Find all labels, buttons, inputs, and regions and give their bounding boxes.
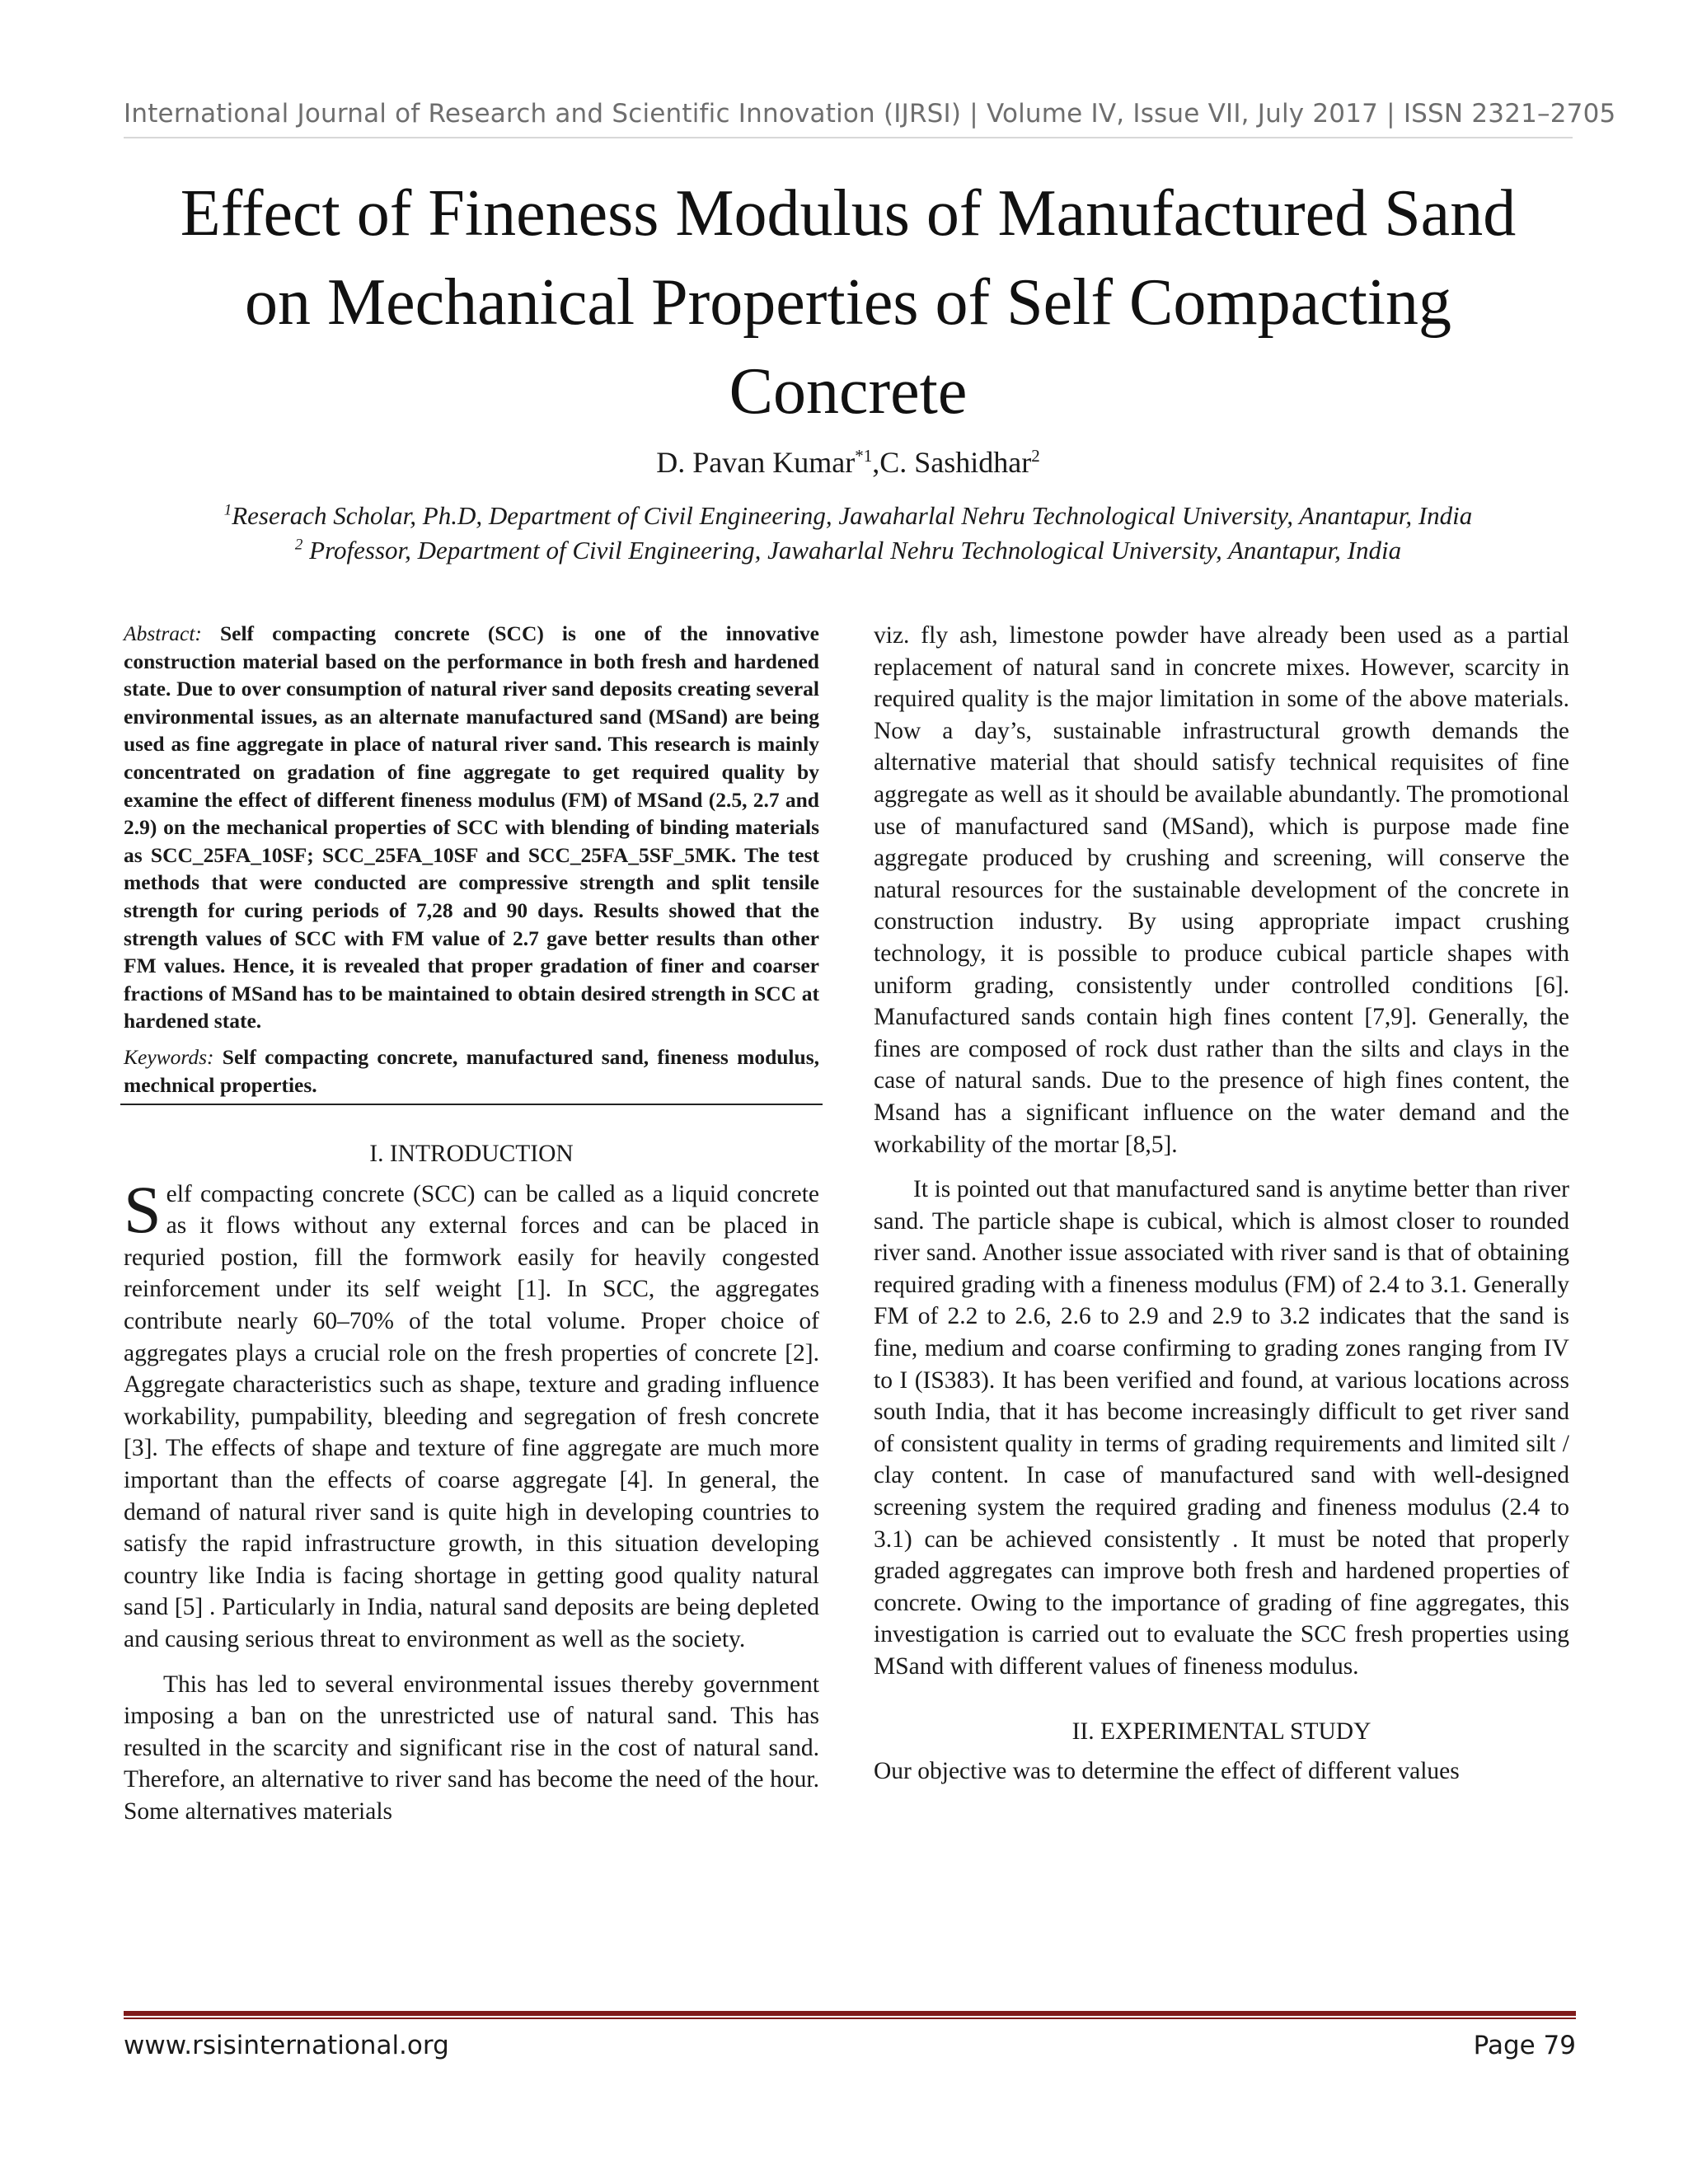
header-divider xyxy=(124,137,1573,138)
author-affil-mark: *1 xyxy=(855,446,873,466)
title-line: Effect of Fineness Modulus of Manufactured Sand xyxy=(180,177,1517,250)
paragraph-text: elf compacting concrete (SCC) can be called as a liquid concrete as it flows without any external forces and can be placed in requried postion, fill the formwork easily for heavily congested reinforcement under its self weight [1]. In SCC, the aggregates contribute nearly 60–70% of the total volume. Proper choice of aggregates plays a crucial role on the fresh properties of concrete [2]. Aggregate characteristics such as shape, texture and grading influence workability, pumpability, bleeding and segregation of fresh concrete [3]. The effects of shape and texture of fine aggregate are much more important than the effects of coarse aggregate [4]. In general, the demand of natural river sand is quite high in developing countries to satisfy the rapid infrastructure growth, in this situation developing country like India is facing shortage in getting good quality natural sand [5] . Particularly in India, natural sand deposits are being depleted and causing serious threat to environment as well as the society. xyxy=(124,1180,819,1652)
paper-title xyxy=(124,169,1573,436)
footer-divider xyxy=(124,2011,1576,2016)
author-affil-mark: 2 xyxy=(1031,446,1040,466)
page-number: Page 79 xyxy=(1473,2031,1576,2060)
keywords-text: Self compacting concrete, manufactured sand, fineness modulus, mechnical properties. xyxy=(124,1044,819,1097)
title-line: on Mechanical Properties of Self Compacting xyxy=(244,266,1452,339)
intro-paragraph: This has led to several environmental issues thereby government imposing a ban on the unrestricted use of natural sand. This has resulted in the scarcity and significant rise in the cost of natural sand. Therefore, an alternative to river sand has become the need of the hour. Some alternatives materials xyxy=(124,1671,819,1825)
right-column xyxy=(874,620,1569,1788)
intro-paragraph xyxy=(124,1171,819,1656)
footer-divider-thin xyxy=(124,2018,1576,2019)
section-divider xyxy=(120,1104,823,1105)
affiliation xyxy=(124,501,1573,531)
section-heading: I. INTRODUCTION xyxy=(369,1141,574,1168)
body-paragraph: Our objective was to determine the effect of different values xyxy=(874,1758,1460,1785)
affil-text: Professor, Department of Civil Engineering, Jawaharlal Nehru Technological University, Anantapur, India xyxy=(302,536,1402,565)
footer-website: www.rsisinternational.org xyxy=(124,2031,449,2060)
author-list xyxy=(124,445,1573,480)
body-paragraph: viz. fly ash, limestone powder have already been used as a partial replacement of natural sand in concrete mixes. However, scarcity in required quality is the major limitation in some of the above materials. Now a day’s, sustainable infrastructural growth demands the alternative material that should satisfy technical requisites of fine aggregate as well as it should be available abundantly. The promotional use of manufactured sand (MSand), which is purpose made fine aggregate produced by crushing and screening, will conserve the natural resources for the sustainable development of the concrete in construction industry. By using appropriate impact crushing technology, it is possible to produce cubical particle shapes with uniform grading, consistently under controlled conditions [6]. Manufactured sands contain high fines content [7,9]. Generally, the fines are composed of rock dust rather than the silts and clays in the case of natural sands. Due to the presence of high fines content, the Msand has a significant influence on the water demand and the workability of the mortar [8,5]. xyxy=(874,622,1569,1158)
author-name: D. Pavan Kumar xyxy=(656,446,856,479)
affil-text: Reserach Scholar, Ph.D, Department of Civil Engineering, Jawaharlal Nehru Technological University, Anantapur, India xyxy=(232,501,1473,530)
left-column xyxy=(124,620,819,1828)
title-line: Concrete xyxy=(729,355,968,428)
section-heading: II. EXPERIMENTAL STUDY xyxy=(1071,1718,1372,1745)
author-name: ,C. Sashidhar xyxy=(872,446,1032,479)
journal-header: International Journal of Research and Scientific Innovation (IJRSI) | Volume IV, Issue VII, July 2017 | ISSN 2321–2705 xyxy=(124,99,1616,129)
affil-mark: 1 xyxy=(223,501,232,519)
abstract-label: Abstract: xyxy=(124,621,202,645)
affiliation xyxy=(124,536,1573,565)
abstract xyxy=(124,620,819,1035)
affil-mark: 2 xyxy=(294,536,303,554)
keywords xyxy=(124,1043,819,1099)
abstract-text: Self compacting concrete (SCC) is one of the innovative construction material based on the performance in both fresh and hardened state. Due to over consumption of natural river sand deposits creating several environmental issues, as an alternate manufactured sand (MSand) are being used as fine aggregate in place of natural river sand. This research is mainly concentrated on gradation of fine aggregate to get required quality by examine the effect of different fineness modulus (FM) of MSand (2.5, 2.7 and 2.9) on the mechanical properties of SCC with blending of binding materials as SCC_25FA_10SF; SCC_25FA_10SF and SCC_25FA_5SF_5MK. The test methods that were conducted are compressive strength and split tensile strength for curing periods of 7,28 and 90 days. Results showed that the strength values of SCC with FM value of 2.7 gave better results than other FM values. Hence, it is revealed that proper gradation of finer and coarser fractions of MSand has to be maintained to obtain desired strength in SCC at hardened state. xyxy=(124,621,819,1033)
keywords-label: Keywords: xyxy=(124,1044,214,1069)
body-paragraph: It is pointed out that manufactured sand is anytime better than river sand. The particle shape is cubical, which is almost closer to rounded river sand. Another issue associated with river sand is that of obtaining required grading with a fineness modulus (FM) of 2.4 to 3.1. Generally FM of 2.2 to 2.6, 2.6 to 2.9 and 2.9 to 3.2 indicates that the sand is fine, medium and coarse confirming to grading zones ranging from IV to I (IS383). It has been verified and found, at various locations across south India, that it has become increasingly difficult to get river sand of consistent quality in terms of grading requirements and limited silt / clay content. In case of manufactured sand with well-designed screening system the required grading and fineness modulus (2.4 to 3.1) can be achieved consistently . It must be noted that properly graded aggregates can improve both fresh and hardened properties of concrete. Owing to the importance of grading of fine aggregates, this investigation is carried out to evaluate the SCC fresh properties using MSand with different values of fineness modulus. xyxy=(874,1176,1569,1680)
drop-cap: S xyxy=(124,1171,162,1247)
